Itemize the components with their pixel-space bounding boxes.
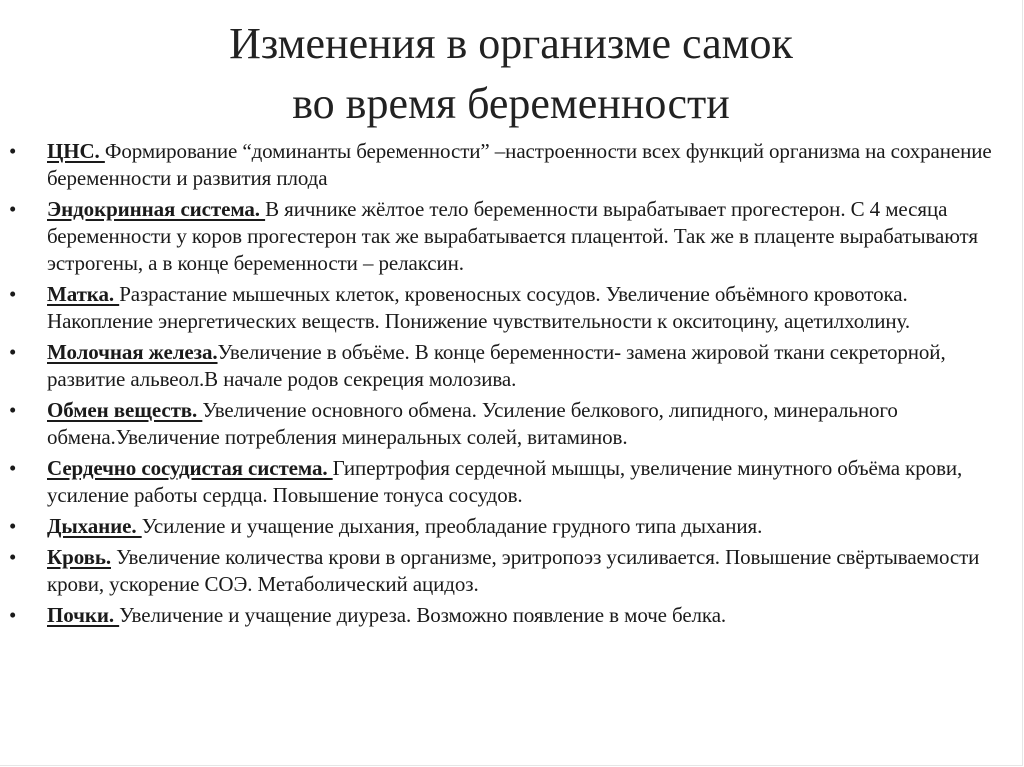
page-title [0, 14, 1022, 134]
bullet-icon: • [9, 139, 17, 163]
item-text: Разрастание мышечных клеток, кровеносных сосудов. Увеличение объёмного кровотока. Накопление энергетических веществ. Понижение чувствительности к окситоцину, ацетилхолину. [47, 282, 910, 333]
item-text: Гипертрофия сердечной мышцы, увеличение минутного объёма крови, усиление работы сердца. Повышение тонуса сосудов. [47, 456, 963, 507]
item-text: В яичнике жёлтое тело беременности вырабатывает прогестерон. С 4 месяца беременности у коров прогестерон так же вырабатывается плацентой. Так же в плаценте вырабатываютя эстрогены, а в конце беременности – релаксин. [47, 197, 978, 275]
title-line-1: Изменения в организме самок [229, 19, 793, 68]
item-term: Дыхание. [47, 514, 142, 538]
bullet-icon: • [9, 603, 17, 627]
item-term: Сердечно сосудистая система. [47, 456, 333, 480]
item-term: Обмен веществ. [47, 398, 203, 422]
item-term: ЦНС. [47, 139, 105, 163]
item-term: Почки. [47, 603, 120, 627]
bullet-icon: • [9, 197, 17, 221]
item-text: Увеличение основного обмена. Усиление белкового, липидного, минерального обмена.Увеличение потребления минеральных солей, витаминов. [47, 398, 898, 449]
item-text: Увеличение и учащение диуреза. Возможно появление в моче белка. [119, 603, 727, 627]
list-item-respiration [0, 513, 1024, 540]
list-item-metabolism [0, 397, 1024, 451]
bullet-icon: • [9, 514, 17, 538]
list-item-endocrine [0, 196, 1024, 277]
bullet-icon: • [9, 340, 17, 364]
list-item-blood [0, 544, 1024, 598]
item-text: Увеличение количества крови в организме, эритропоэз усиливается. Повышение свёртываемости крови, ускорение СОЭ. Метаболический ацидоз. [47, 545, 980, 596]
list-item-uterus [0, 281, 1024, 335]
item-term: Матка. [47, 282, 120, 306]
bullet-icon: • [9, 545, 17, 569]
list-item-kidneys [0, 602, 1024, 629]
item-term: Молочная железа. [47, 340, 218, 364]
item-term: Эндокринная система. [47, 197, 266, 221]
bullet-icon: • [9, 398, 17, 422]
item-text: Увеличение в объёме. В конце беременности- замена жировой ткани секреторной, развитие альвеол.В начале родов секреция молозива. [47, 340, 946, 391]
bullet-icon: • [9, 456, 17, 480]
list-item-cardiovascular [0, 455, 1024, 509]
title-line-2: во время беременности [292, 79, 730, 128]
item-text: Формирование “доминанты беременности” –настроенности всех функций организма на сохранение беременности и развития плода [47, 139, 992, 190]
list-item-cns [0, 138, 1024, 192]
item-term: Кровь. [47, 545, 111, 569]
bullet-list [0, 138, 1024, 633]
bullet-icon: • [9, 282, 17, 306]
item-text: Усиление и учащение дыхания, преобладание грудного типа дыхания. [141, 514, 763, 538]
list-item-mammary [0, 339, 1024, 393]
